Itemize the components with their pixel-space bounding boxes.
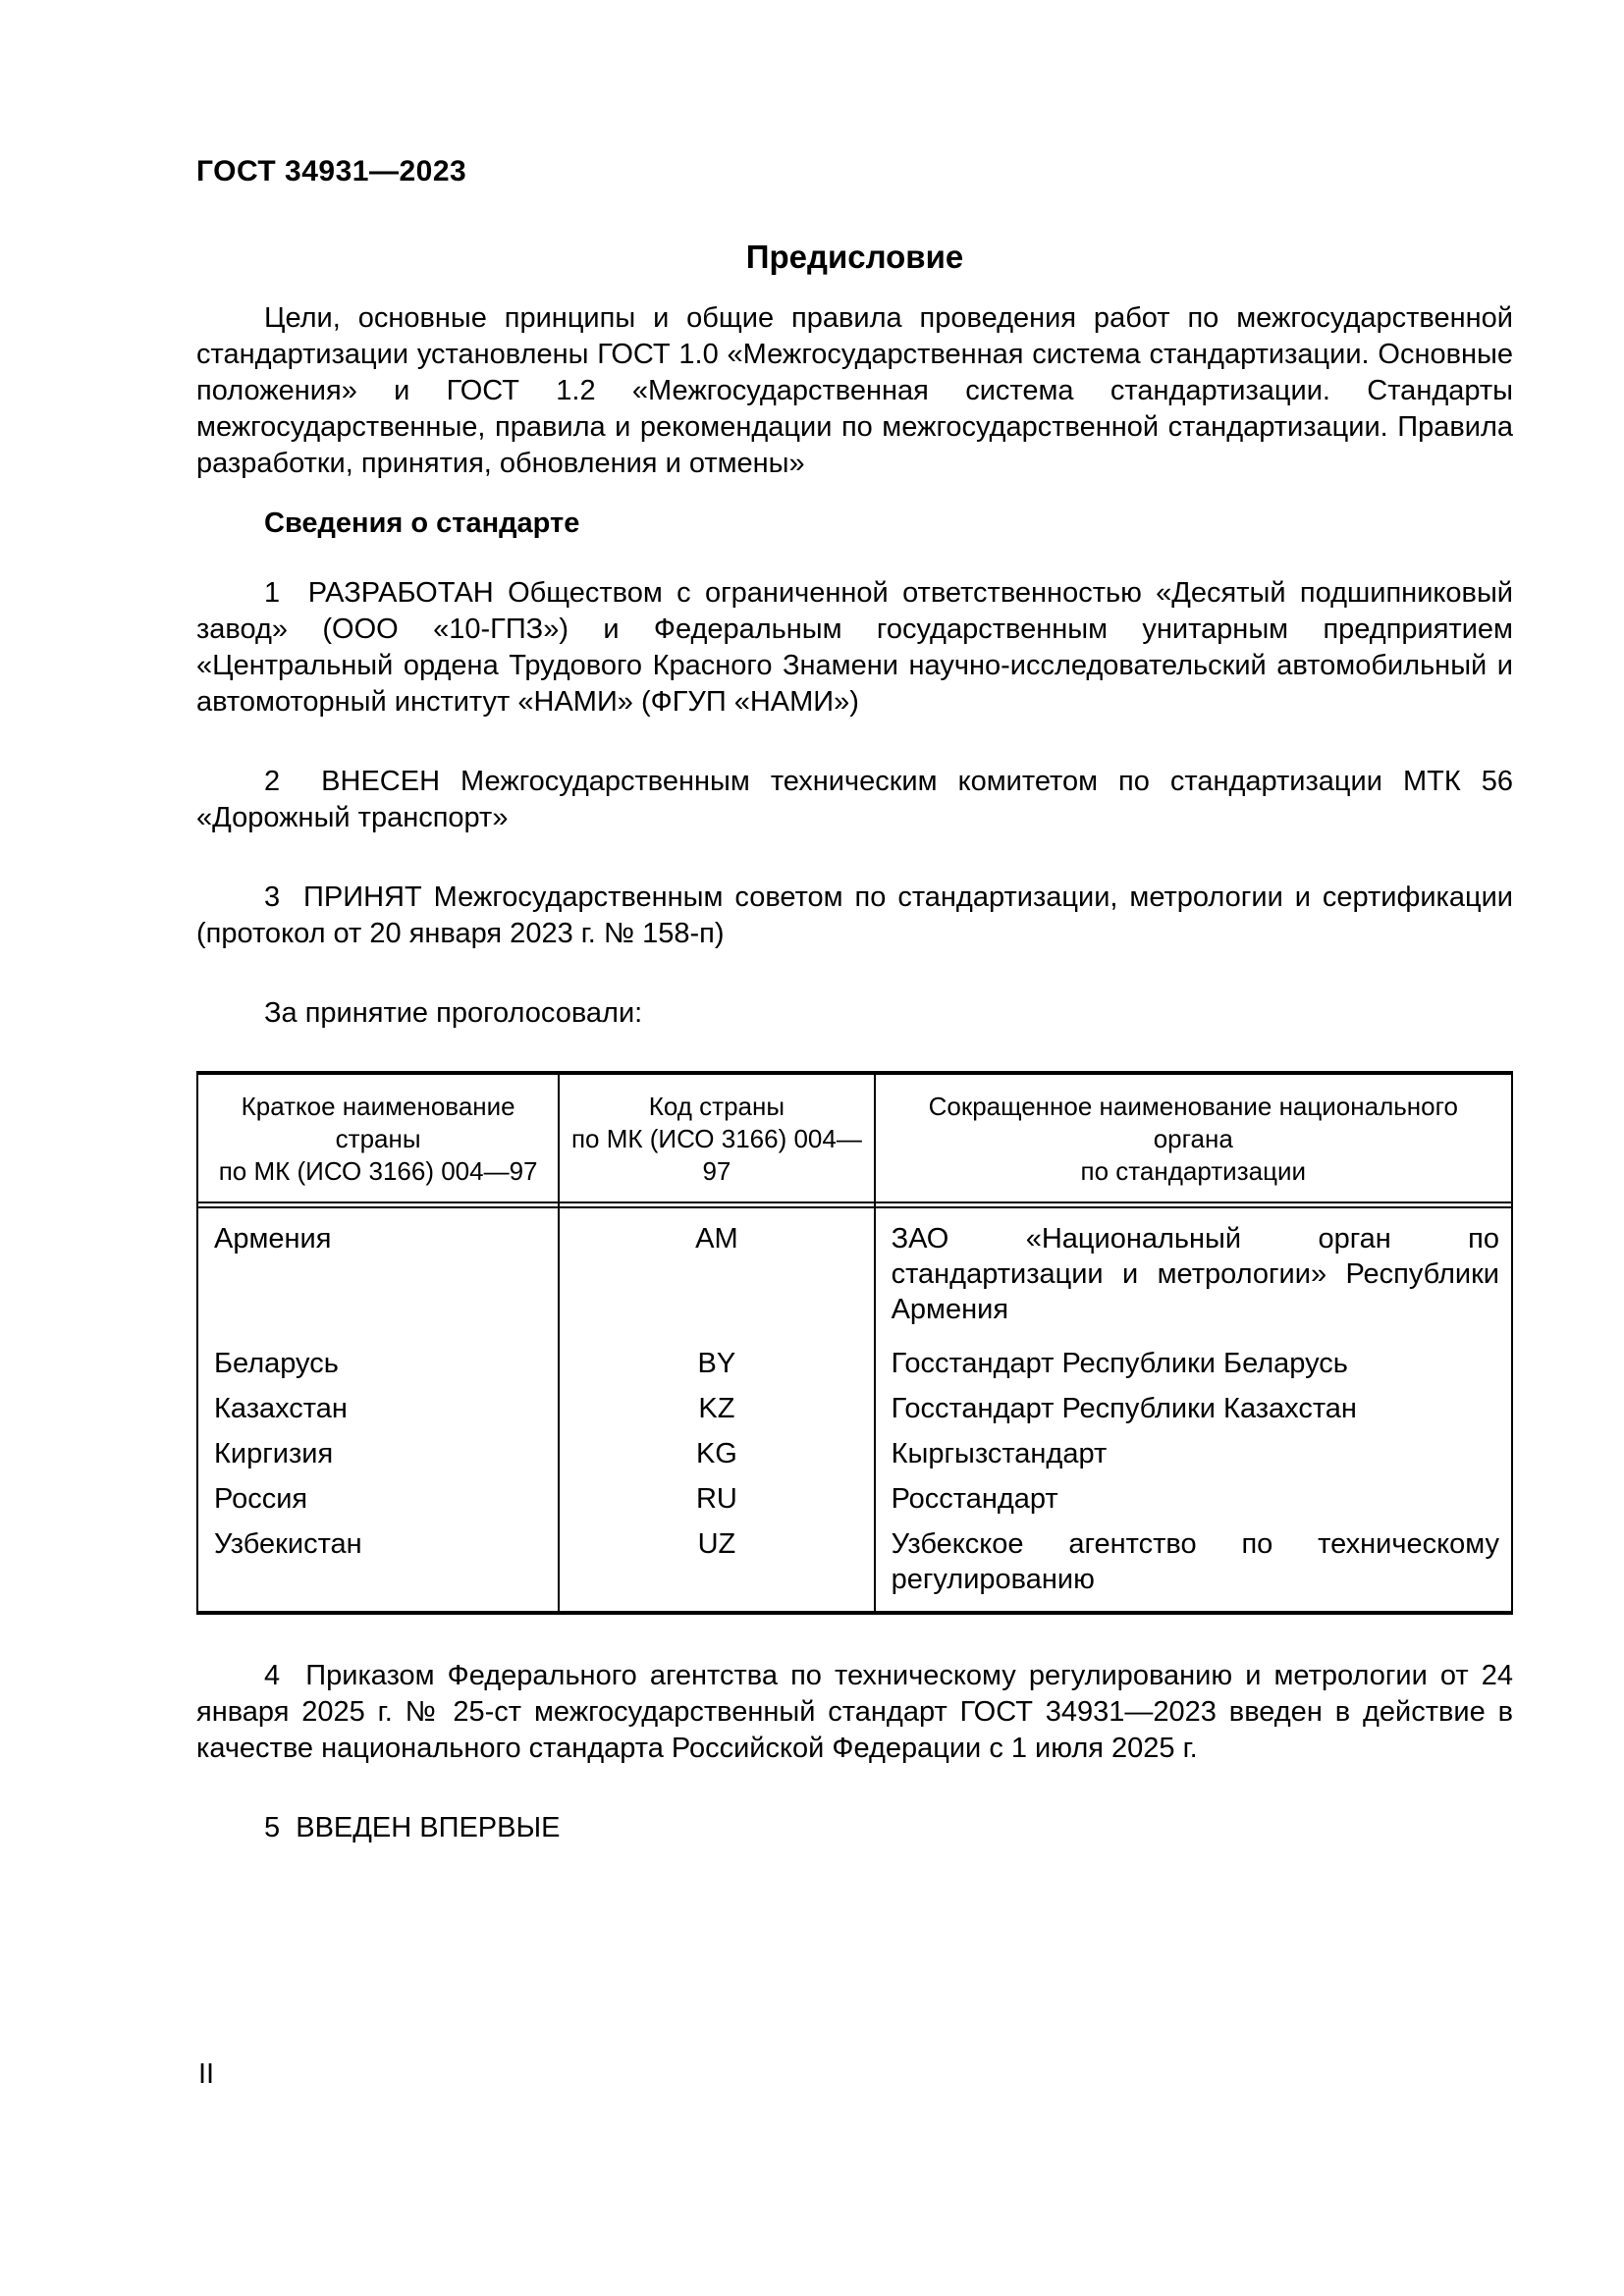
column-header-org-line2: по стандартизации [1080,1156,1307,1186]
cell-code: BY [559,1341,874,1386]
foreword-item-2: 2 ВНЕСЕН Межгосударственным техническим комитетом по стандартизации МТК 56 «Дорожный транспорт» [196,766,1513,833]
cell-country: Армения [197,1207,559,1341]
cell-org: Госстандарт Республики Беларусь [875,1341,1512,1386]
cell-org: Кыргызстандарт [875,1431,1512,1476]
cell-country: Россия [197,1476,559,1522]
cell-code: AM [559,1207,874,1341]
table-row [197,1341,1512,1386]
standard-info-heading: Сведения о стандарте [264,507,580,539]
foreword-item-3: 3 ПРИНЯТ Межгосударственным советом по стандартизации, метрологии и сертификации (протокол от 20 января 2023 г. № 158-п) [196,881,1513,949]
cell-country: Беларусь [197,1341,559,1386]
cell-code: KG [559,1431,874,1476]
voting-countries-table [196,1071,1513,1615]
cell-code: KZ [559,1386,874,1431]
page-title: Предисловие [745,239,964,275]
page-content [196,155,1513,1846]
cell-country: Киргизия [197,1431,559,1476]
cell-org: ЗАО «Национальный орган по стандартизации и метрологии» Республики Армения [875,1207,1512,1341]
table-row [197,1476,1512,1522]
table-row [197,1386,1512,1431]
foreword-item-4: 4 Приказом Федерального агентства по техническому регулированию и метрологии от 24 января 2025 г. № 25-ст межгосударственный стандарт ГОСТ 34931—2023 введен в действие в качестве национального стандарта Российской Федерации с 1 июля 2025 г. [196,1660,1513,1764]
foreword-intro-paragraph: Цели, основные принципы и общие правила проведения работ по межгосударственной стандартизации установлены ГОСТ 1.0 «Межгосударственная система стандартизации. Основные положения» и ГОСТ 1.2 «Межгосударственная система стандартизации. Стандарты межгосударственные, правила и рекомендации по межгосударственной стандартизации. Правила разработки, принятия, обновления и отмены» [196,302,1513,479]
column-header-code [559,1073,874,1202]
table-row [197,1207,1512,1341]
column-header-country [197,1073,559,1202]
column-header-country-line2: по МК (ИСО 3166) 004—97 [218,1156,538,1186]
cell-code: RU [559,1476,874,1522]
table-row [197,1431,1512,1476]
voting-table-body [197,1207,1512,1613]
foreword-item-1: 1 РАЗРАБОТАН Обществом с ограниченной ответственностью «Десятый подшипниковый завод» (ООО «10-ГПЗ») и Федеральным государственным унитарным предприятием «Центральный ордена Трудового Красного Знамени научно-исследовательский автомобильный и автомоторный институт «НАМИ» (ФГУП «НАМИ») [196,577,1513,718]
cell-org: Госстандарт Республики Казахстан [875,1386,1512,1431]
cell-code: UZ [559,1522,874,1613]
cell-country: Казахстан [197,1386,559,1431]
cell-org: Узбекское агентство по техническому регулированию [875,1522,1512,1613]
cell-org: Росстандарт [875,1476,1512,1522]
voting-table-header [197,1073,1512,1207]
column-header-code-line2: по МК (ИСО 3166) 004—97 [570,1124,862,1186]
page-number: II [198,2058,215,2090]
column-header-org-line1: Сокращенное наименование национального органа [928,1092,1458,1153]
column-header-code-line1: Код страны [648,1092,785,1121]
vote-lead-in: За принятие проголосовали: [264,997,643,1029]
column-header-org [875,1073,1512,1202]
foreword-item-5: 5 ВВЕДЕН ВПЕРВЫЕ [264,1812,561,1843]
standard-code: ГОСТ 34931—2023 [196,155,467,187]
cell-country: Узбекистан [197,1522,559,1613]
table-row [197,1522,1512,1613]
column-header-country-line1: Краткое наименование страны [241,1092,515,1153]
